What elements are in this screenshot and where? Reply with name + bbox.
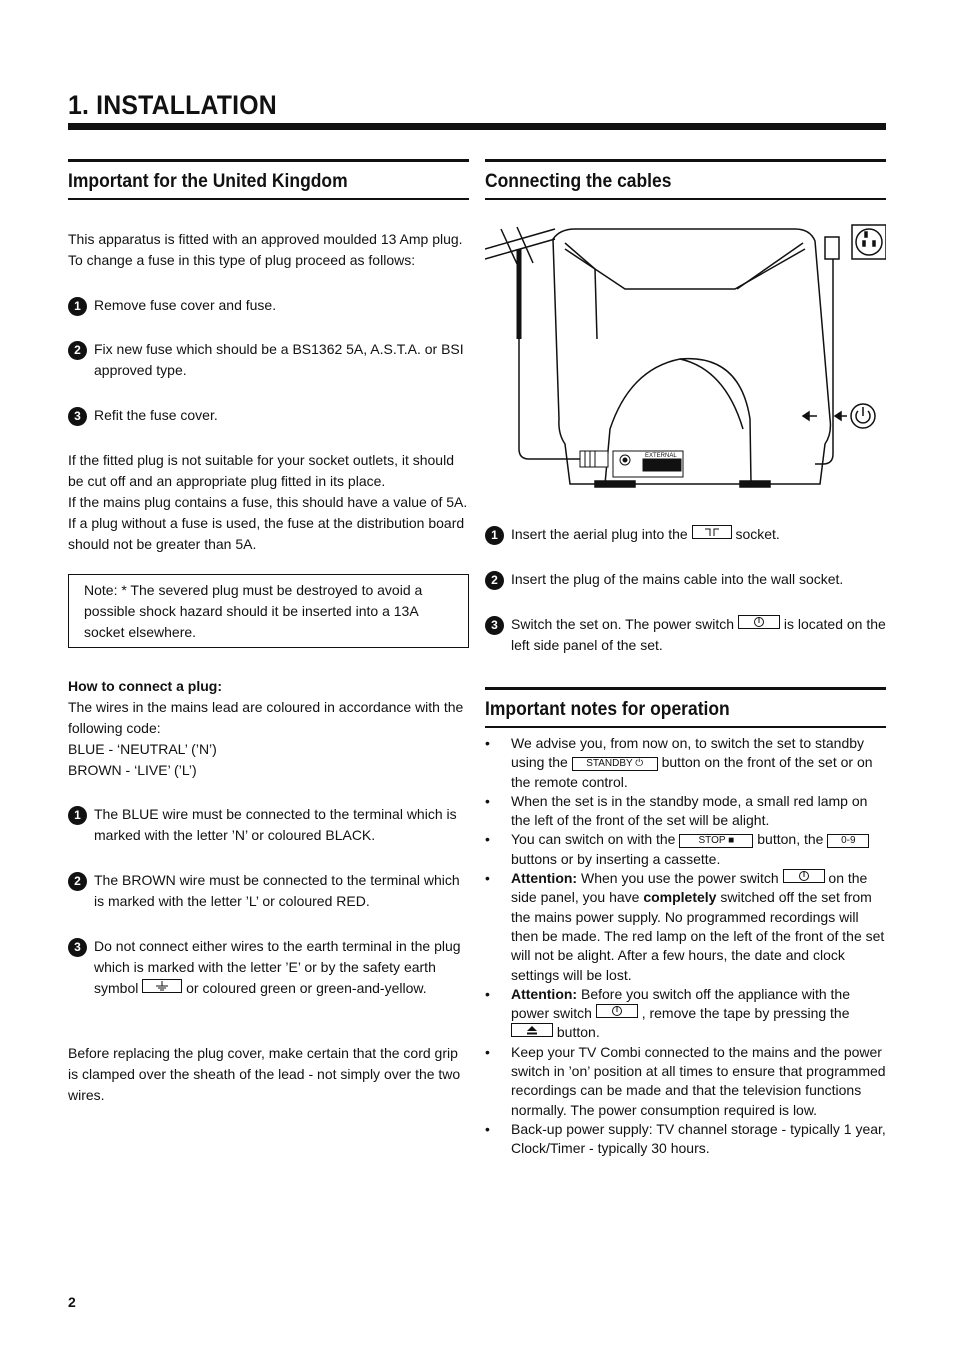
note-item: • When the set is in the standby mode, a small red lamp on the left of the front of the set will be alight. (485, 792, 886, 831)
note-item: • Keep your TV Combi connected to the mains and the power switch in ’on’ position at all times to ensure that programmed recordings can be made and that the television functions normally. The power consumption required is low. (485, 1043, 886, 1120)
wire-step-2: 2 The BROWN wire must be connected to the terminal which is marked with the letter ’L’ or coloured RED. (68, 870, 469, 912)
fuse-step-2: 2 Fix new fuse which should be a BS1362 5A, A.S.T.A. or BSI approved type. (68, 339, 469, 381)
earth-symbol-icon (142, 979, 182, 993)
cable-step-1: 1 Insert the aerial plug into the socket. (485, 524, 886, 545)
digit-buttons-icon: 0-9 (827, 834, 869, 848)
power-switch-arrow (803, 412, 847, 420)
operation-notes-list (485, 734, 886, 1159)
cable-step-2: 2 Insert the plug of the mains cable into the wall socket. (485, 569, 886, 590)
stop-button-icon: STOP ■ (679, 834, 753, 848)
step-number: 2 (485, 571, 504, 590)
aerial-icon (485, 227, 580, 459)
wall-socket-icon (852, 225, 886, 259)
note-item: • Attention: Before you switch off the appliance with the power switch , remove the tape by pressing the button. (485, 985, 886, 1043)
page-title: 1. INSTALLATION (68, 90, 277, 120)
step-number: 3 (485, 616, 504, 635)
plug-paragraph-1: If the fitted plug is not suitable for your socket outlets, it should be cut off and an appropriate plug fitted in its place. (68, 452, 454, 489)
note-item: • You can switch on with the STOP ■ button, the 0-9 buttons or by inserting a cassette. (485, 830, 886, 869)
power-switch-icon (596, 1004, 638, 1018)
code-blue: BLUE - ‘NEUTRAL’ (’N’) (68, 741, 217, 757)
step-number: 2 (68, 872, 87, 891)
cable-step-3: 3 Switch the set on. The power switch is located on the left side panel of the set. (485, 614, 886, 656)
left-column (68, 159, 469, 1103)
fuse-step-3: 3 Refit the fuse cover. (68, 405, 469, 426)
aerial-socket-icon (692, 525, 732, 539)
note-item: • Back-up power supply: TV channel storage - typically 1 year, Clock/Timer - typically 30 hours. (485, 1120, 886, 1159)
wire-step-3: 3 Do not connect either wires to the earth terminal in the plug which is marked with the letter ’E’ or by the safety earth symbol or coloured green or green-and-yellow. (68, 936, 469, 998)
power-switch-icon (783, 869, 825, 883)
tv-set-icon (553, 229, 830, 487)
mains-cable (815, 237, 839, 464)
title-rule (68, 123, 886, 130)
eject-button-icon (511, 1023, 553, 1037)
note-item: • We advise you, from now on, to switch the set to standby using the STANDBY ⏻ button on the front of the set or on the remote control. (485, 734, 886, 792)
step-number: 1 (68, 297, 87, 316)
step-number: 3 (68, 938, 87, 957)
right-column (485, 159, 886, 1157)
code-brown: BROWN - ‘LIVE’ (’L’) (68, 762, 197, 778)
cables-section-heading: Connecting the cables (485, 159, 886, 200)
external-label: EXTERNAL (645, 453, 677, 459)
step-number: 1 (68, 806, 87, 825)
page-number: 2 (68, 1294, 76, 1310)
note-box: Note: * The severed plug must be destroyed to avoid a possible shock hazard should it be inserted into a 13A socket elsewhere. (68, 574, 469, 648)
step-number: 1 (485, 526, 504, 545)
uk-section-heading: Important for the United Kingdom (68, 159, 469, 200)
tv-connection-illustration (485, 219, 886, 497)
step-number: 3 (68, 407, 87, 426)
power-icon (851, 404, 875, 428)
note-item: • Attention: When you use the power switch on the side panel, you have completely switched off the set from the mains power supply. No programmed recordings will then be made. The red lamp on the left of the front of the set will not be alight. After a few hours, the date and clock settings will be lost. (485, 869, 886, 985)
fuse-step-1: 1 Remove fuse cover and fuse. (68, 295, 469, 316)
plug-paragraph-2: If the mains plug contains a fuse, this should have a value of 5A. If a plug without a fuse is used, the fuse at the distribution board should not be greater than 5A. (68, 494, 468, 552)
notes-section-heading: Important notes for operation (485, 687, 886, 728)
standby-button-icon: STANDBY ⏻ (572, 757, 658, 771)
closing-paragraph: Before replacing the plug cover, make certain that the cord grip is clamped over the sheath of the lead - not simply over the two wires. (68, 1045, 461, 1103)
aerial-plug-icon (580, 451, 608, 467)
wire-step-1: 1 The BLUE wire must be connected to the terminal which is marked with the letter ’N’ or coloured BLACK. (68, 804, 469, 846)
step-number: 2 (68, 341, 87, 360)
connect-intro: The wires in the mains lead are coloured in accordance with the following code: (68, 699, 464, 736)
power-switch-icon (738, 615, 780, 629)
intro-paragraph: This apparatus is fitted with an approved moulded 13 Amp plug. To change a fuse in this type of plug proceed as follows: (68, 231, 463, 268)
connect-heading: How to connect a plug: (68, 678, 222, 694)
